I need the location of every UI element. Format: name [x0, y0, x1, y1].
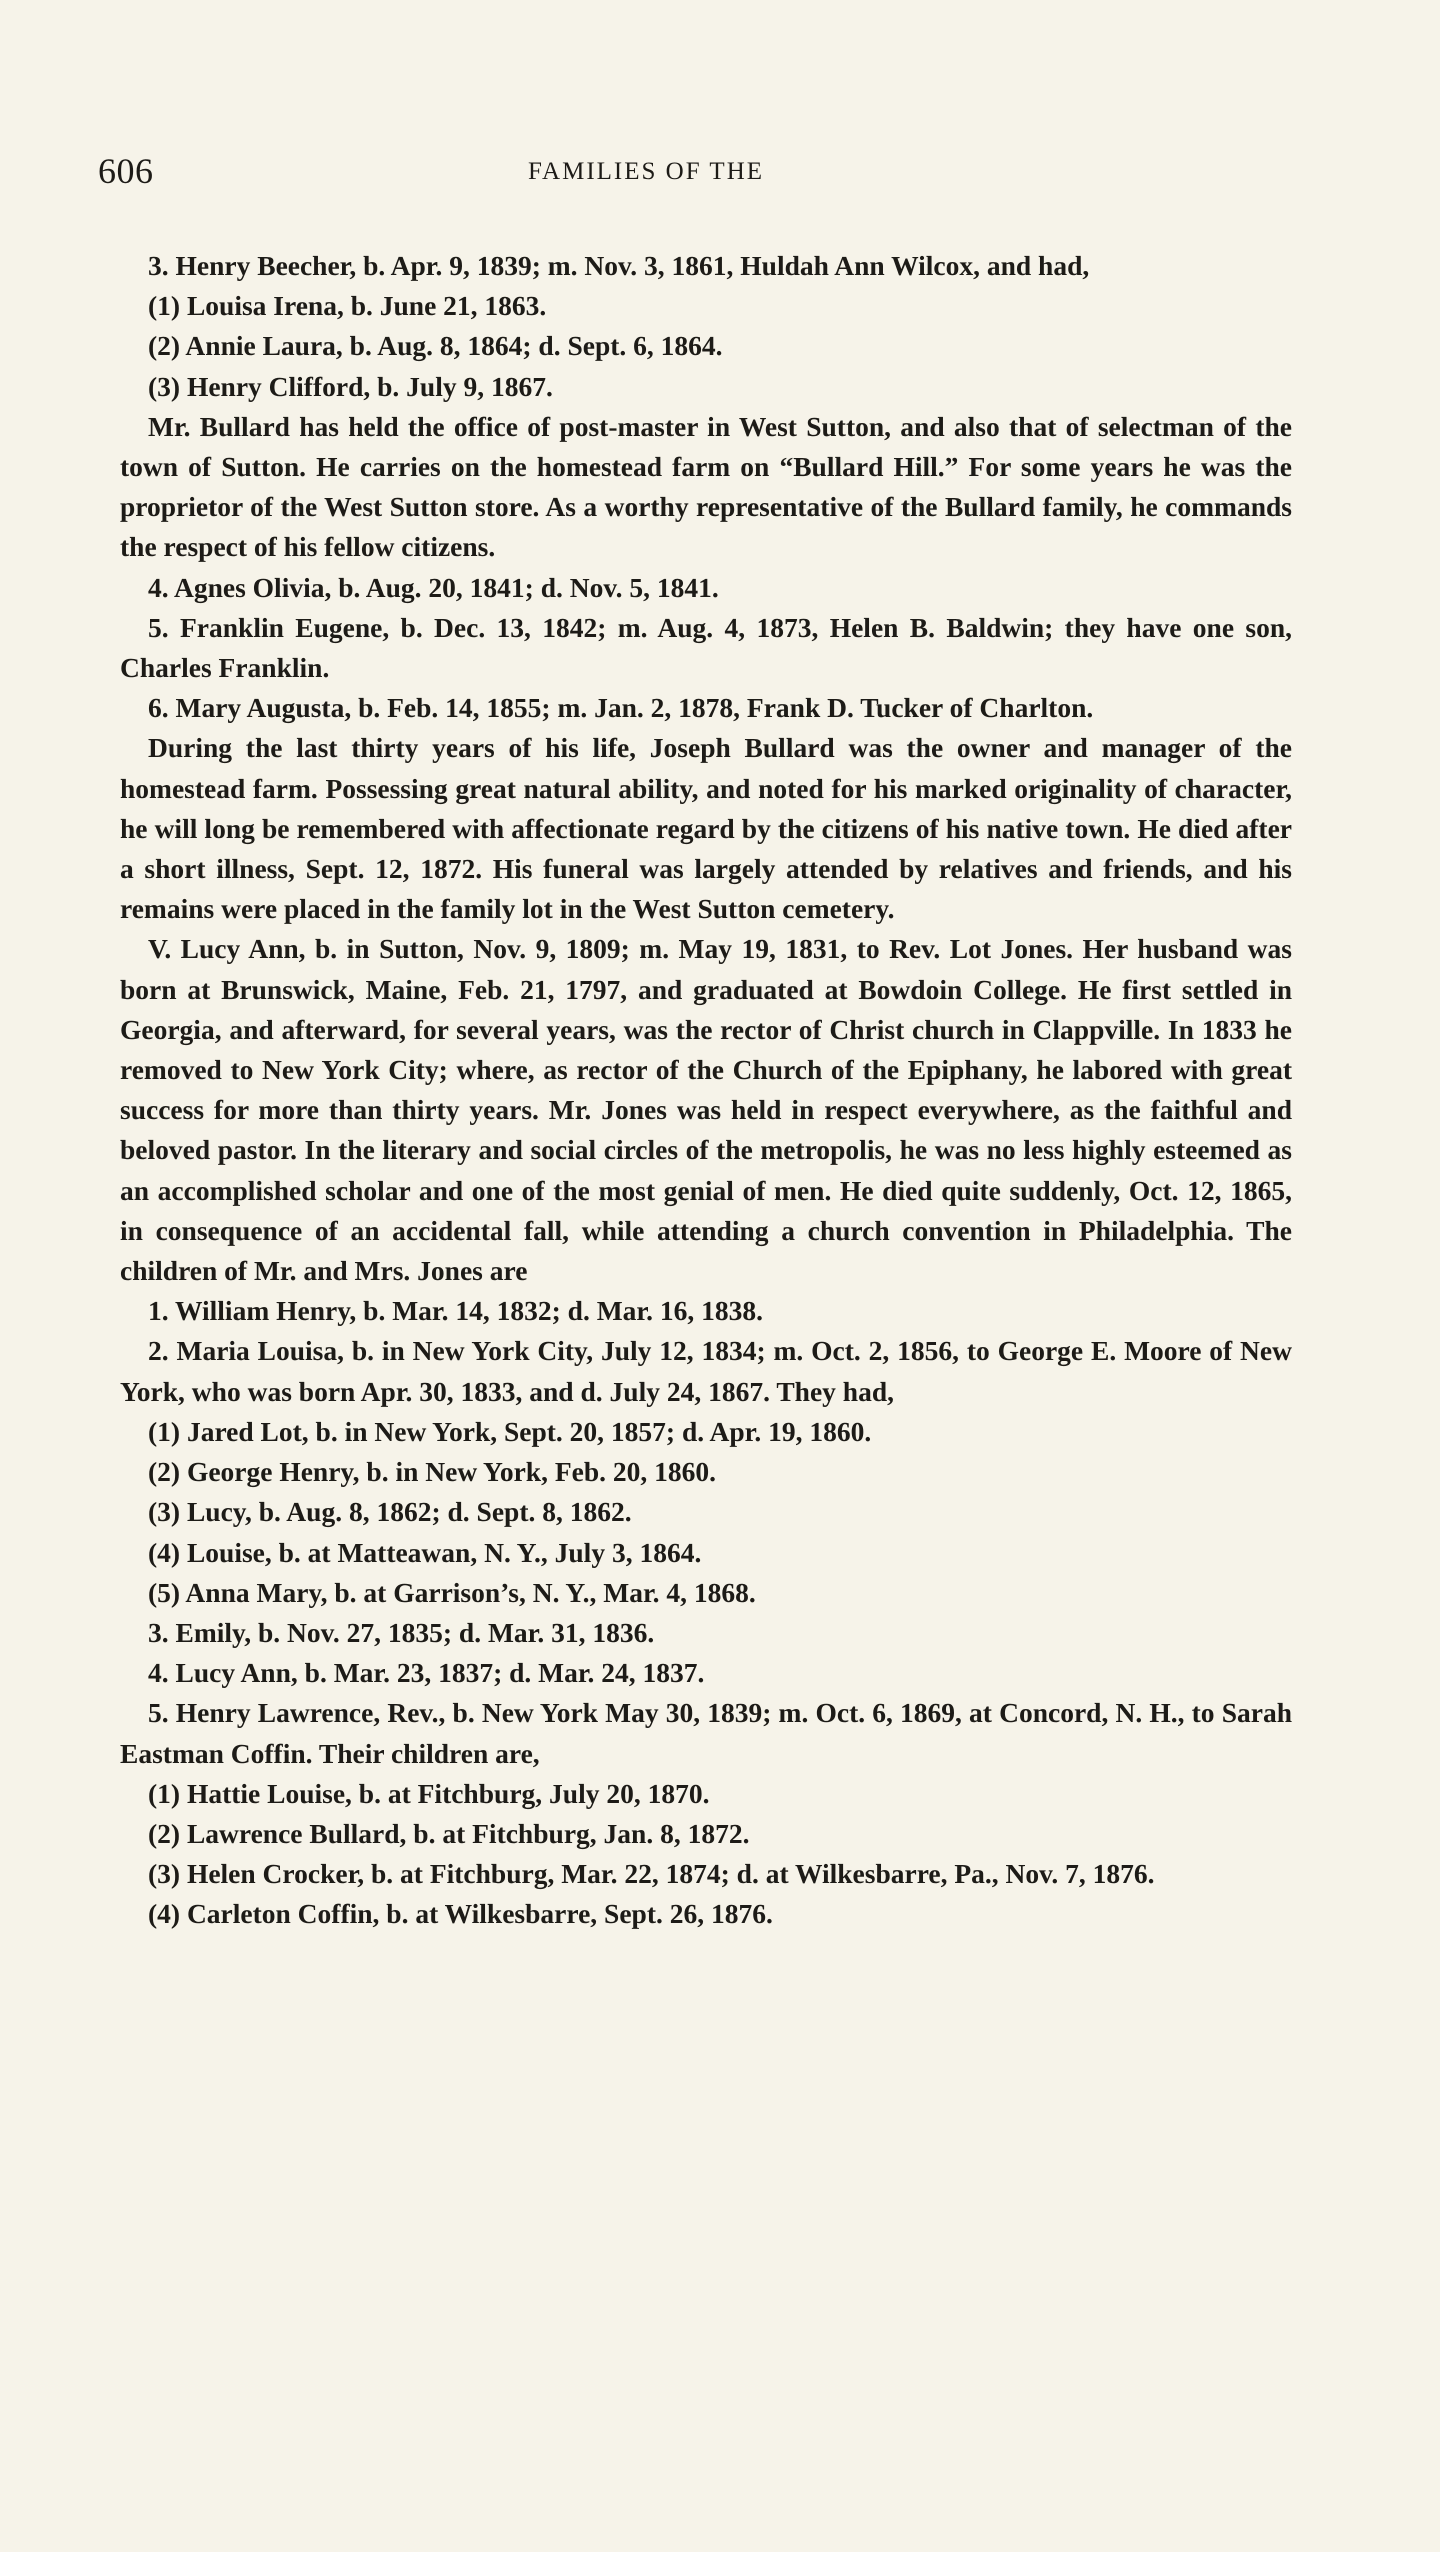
child-carleton-coffin: (4) Carleton Coffin, b. at Wilkesbarre, Sept. 26, 1876.	[148, 1898, 773, 1930]
child-lawrence-bullard: (2) Lawrence Bullard, b. at Fitchburg, Jan. 8, 1872.	[148, 1817, 750, 1849]
entry-agnes-olivia: 4. Agnes Olivia, b. Aug. 20, 1841; d. Nov. 5, 1841.	[148, 571, 719, 603]
entry-maria-louisa: 2. Maria Louisa, b. in New York City, July 12, 1834; m. Oct. 2, 1856, to George E. Moore of New York, who was born Apr. 30, 1833, and d. July 24, 1867. They had,	[120, 1335, 1292, 1407]
page-number: 606	[98, 151, 154, 191]
paragraph-lucy-ann: V. Lucy Ann, b. in Sutton, Nov. 9, 1809; m. May 19, 1831, to Rev. Lot Jones. Her husband was born at Brunswick, Maine, Feb. 21, 1797, and graduated at Bowdoin College. He first settled in Georgia, and afterward, for several years, was the rector of Christ church in Clappville. In 1833 he removed to New York City; where, as rector of the Church of the Epiphany, he labored with great success for more than thirty years. Mr. Jones was held in respect everywhere, as the faithful and beloved pastor. In the literary and social circles of the metropolis, he was no less highly esteemed as an accomplished scholar and one of the most genial of men. He died quite suddenly, Oct. 12, 1865, in consequence of an accidental fall, while attending a church convention in Philadelphia. The children of Mr. and Mrs. Jones are	[120, 933, 1292, 1287]
child-george-henry: (2) George Henry, b. in New York, Feb. 20, 1860.	[148, 1456, 717, 1488]
child-henry-clifford: (3) Henry Clifford, b. July 9, 1867.	[148, 370, 553, 402]
body-text	[120, 246, 1292, 1935]
entry-william-henry: 1. William Henry, b. Mar. 14, 1832; d. Mar. 16, 1838.	[148, 1295, 763, 1327]
child-louise: (4) Louise, b. at Matteawan, N. Y., July 3, 1864.	[148, 1536, 702, 1568]
child-anna-mary: (5) Anna Mary, b. at Garrison’s, N. Y., Mar. 4, 1868.	[148, 1576, 756, 1608]
entry-mary-augusta: 6. Mary Augusta, b. Feb. 14, 1855; m. Jan. 2, 1878, Frank D. Tucker of Charlton.	[148, 692, 1094, 724]
child-helen-crocker: (3) Helen Crocker, b. at Fitchburg, Mar. 22, 1874; d. at Wilkesbarre, Pa., Nov. 7, 1876.	[148, 1858, 1155, 1890]
child-hattie-louise: (1) Hattie Louise, b. at Fitchburg, July 20, 1870.	[148, 1777, 710, 1809]
paragraph-mr-bullard: Mr. Bullard has held the office of post-master in West Sutton, and also that of selectman of the town of Sutton. He carries on the homestead farm on “Bullard Hill.” For some years he was the proprietor of the West Sutton store. As a worthy representative of the Bullard family, he commands the respect of his fellow citizens.	[120, 410, 1292, 563]
child-louisa-irena: (1) Louisa Irena, b. June 21, 1863.	[148, 290, 547, 322]
entry-emily: 3. Emily, b. Nov. 27, 1835; d. Mar. 31, 1836.	[148, 1616, 655, 1648]
child-lucy: (3) Lucy, b. Aug. 8, 1862; d. Sept. 8, 1862.	[148, 1496, 632, 1528]
paragraph-joseph-bullard: During the last thirty years of his life, Joseph Bullard was the owner and manager of the homestead farm. Possessing great natural ability, and noted for his marked originality of character, he will long be remembered with affectionate regard by the citizens of his native town. He died after a short illness, Sept. 12, 1872. His funeral was largely attended by relatives and friends, and his remains were placed in the family lot in the West Sutton cemetery.	[120, 732, 1292, 925]
entry-franklin-eugene: 5. Franklin Eugene, b. Dec. 13, 1842; m. Aug. 4, 1873, Helen B. Baldwin; they have one son, Charles Franklin.	[120, 611, 1292, 684]
running-title: FAMILIES OF THE	[528, 158, 765, 185]
page-header	[98, 150, 1298, 200]
entry-lucy-ann-infant: 4. Lucy Ann, b. Mar. 23, 1837; d. Mar. 24, 1837.	[148, 1657, 705, 1689]
child-jared-lot: (1) Jared Lot, b. in New York, Sept. 20, 1857; d. Apr. 19, 1860.	[148, 1415, 872, 1447]
entry-henry-lawrence: 5. Henry Lawrence, Rev., b. New York May 30, 1839; m. Oct. 6, 1869, at Concord, N. H., to Sarah Eastman Coffin. Their children are,	[120, 1697, 1292, 1769]
child-annie-laura: (2) Annie Laura, b. Aug. 8, 1864; d. Sept. 6, 1864.	[148, 330, 723, 362]
entry-henry-beecher: 3. Henry Beecher, b. Apr. 9, 1839; m. Nov. 3, 1861, Huldah Ann Wilcox, and had,	[148, 250, 1090, 281]
